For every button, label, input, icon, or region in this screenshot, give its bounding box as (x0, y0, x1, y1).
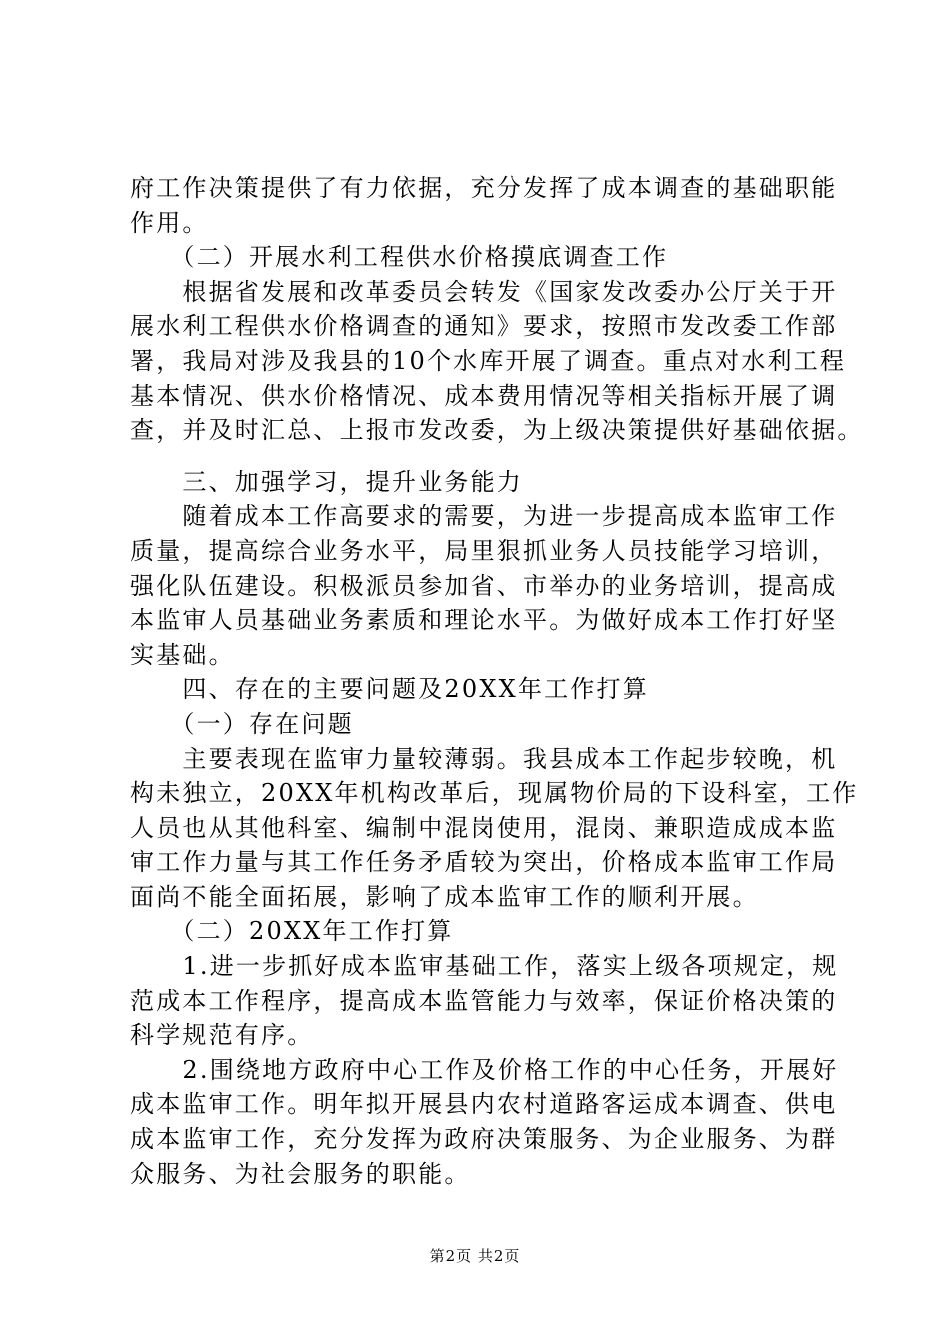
body-line: 府工作决策提供了有力依据，充分发挥了成本调查的基础职能 (130, 174, 838, 202)
body-line: 成本监审工作，充分发挥为政府决策服务、为企业服务、为群 (130, 1125, 838, 1154)
body-line: 随着成本工作高要求的需要，为进一步提高成本监审工作 (130, 502, 838, 531)
body-line: 成本监审工作。明年拟开展县内农村道路客运成本调查、供电 (130, 1090, 838, 1119)
subsection-heading: （一）存在问题 (130, 709, 354, 738)
body-line: 根据省发展和改革委员会转发《国家发改委办公厅关于开 (130, 277, 838, 306)
body-line: 面尚不能全面拓展，影响了成本监审工作的顺利开展。 (130, 882, 759, 911)
body-line: 构未独立，20XX年机构改革后，现属物价局的下设科室，工作 (130, 779, 859, 808)
body-line: 强化队伍建设。积极派员参加省、市举办的业务培训，提高成 (130, 571, 838, 600)
body-line: 作用。 (130, 208, 209, 237)
body-line: 基本情况、供水价格情况、成本费用情况等相关指标开展了调 (130, 381, 838, 410)
body-line: 1.进一步抓好成本监审基础工作，落实上级各项规定，规 (130, 952, 839, 981)
body-line: 本监审人员基础业务素质和理论水平。为做好成本工作打好坚 (130, 606, 838, 635)
body-line: 署，我局对涉及我县的10个水库开展了调查。重点对水利工程 (130, 346, 847, 375)
body-line: 众服务、为社会服务的职能。 (130, 1159, 471, 1188)
body-line: 审工作力量与其工作任务矛盾较为突出，价格成本监审工作局 (130, 848, 838, 877)
document-body (130, 171, 864, 1191)
body-line: 实基础。 (130, 640, 235, 669)
subsection-heading: （二）20XX年工作打算 (130, 917, 454, 946)
body-line: 质量，提高综合业务水平，局里狠抓业务人员技能学习培训， (130, 536, 838, 565)
body-line: 范成本工作程序，提高成本监管能力与效率，保证价格决策的 (130, 986, 838, 1015)
section-heading: （二）开展水利工程供水价格摸底调查工作 (130, 243, 669, 272)
body-line: 人员也从其他科室、编制中混岗使用，混岗、兼职造成成本监 (130, 813, 838, 842)
section-heading: 四、存在的主要问题及20XX年工作打算 (130, 675, 649, 704)
section-heading: 三、加强学习，提升业务能力 (130, 467, 523, 496)
paragraph-spacer (130, 448, 842, 465)
page-number-footer: 第2页 共2页 (429, 1247, 521, 1265)
body-line: 展水利工程供水价格调查的通知》要求，按照市发改委工作部 (130, 312, 838, 341)
body-line: 查，并及时汇总、上报市发改委，为上级决策提供好基础依据。 (130, 416, 864, 445)
body-line: 科学规范有序。 (130, 1021, 314, 1050)
body-line: 主要表现在监审力量较薄弱。我县成本工作起步较晚，机 (130, 744, 838, 773)
body-line: 2.围绕地方政府中心工作及价格工作的中心任务，开展好 (130, 1055, 839, 1084)
